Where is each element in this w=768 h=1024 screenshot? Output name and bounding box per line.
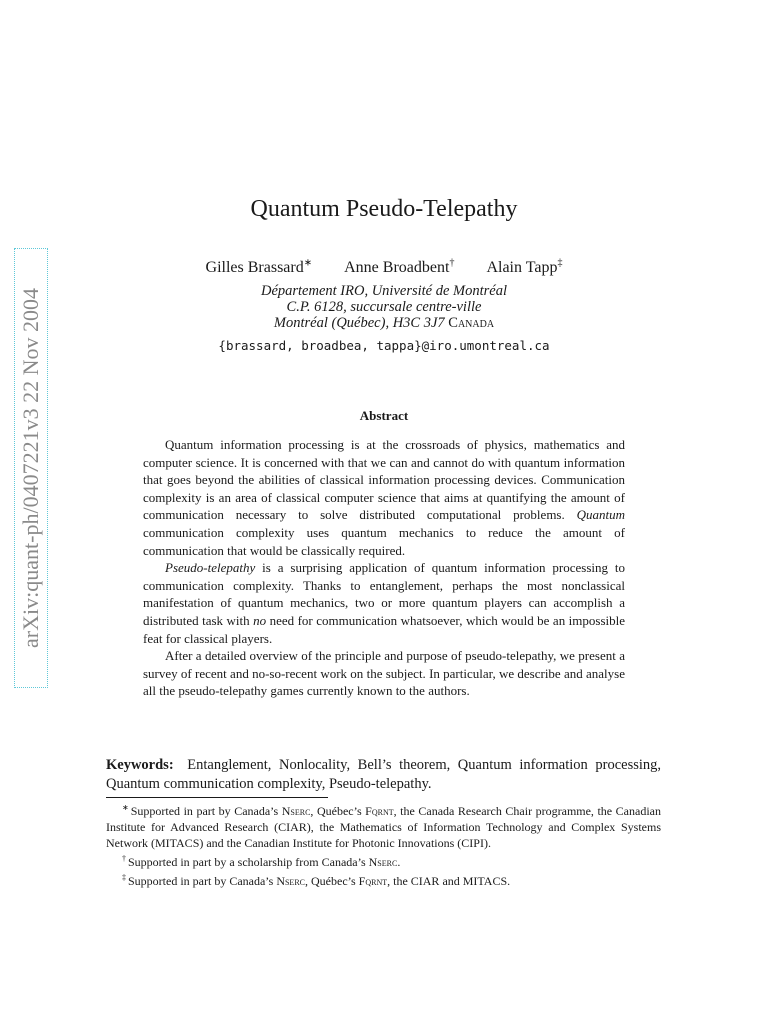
keywords-text: Entanglement, Nonlocality, Bell’s theorem, Quantum information processing, Quantum communication complexity, Pseudo-telepathy.	[106, 757, 662, 792]
affiliation-line-1: Département IRO, Université de Montréal	[260, 283, 508, 299]
affiliation-line-3: Montréal (Québec), H3C 3J7 Canada	[273, 315, 495, 331]
abstract-paragraph-3: After a detailed overview of the principle and purpose of pseudo-telepathy, we present a survey of recent and no-so-recent work on the subject. In particular, we describe and analyse all the pseudo-telepathy games currently known to the authors.	[143, 648, 625, 699]
author-brassard: Gilles Brassard∗	[205, 258, 313, 277]
keywords-label: Keywords:	[106, 757, 174, 773]
footnote-mark: ‡	[557, 258, 563, 269]
abstract-heading: Abstract	[359, 408, 409, 423]
keywords	[106, 756, 661, 794]
footnote-mark: †	[449, 258, 455, 269]
footnotes	[106, 800, 661, 889]
author-tapp: Alain Tapp‡	[486, 258, 563, 277]
author-list	[0, 258, 768, 277]
affiliation-line-2: C.P. 6128, succursale centre-ville	[286, 299, 482, 315]
abstract-paragraph-2: Pseudo-telepathy is a surprising application of quantum information processing to communication complexity. Thanks to entanglement, perhaps the most nonclassical manifestation of quantum mechanics, two or more quantum players can accomplish a distributed task with no need for communication whatsoever, which would be an impossible feat for classical players.	[143, 560, 626, 646]
footnote-1: ∗ Supported in part by Canada’s Nserc, Québec’s Fqrnt, the Canada Research Chair programme, the Canadian Institute for Advanced Research (CIAR), the Mathematics of Information Technology and Complex Systems Network (MITACS) and the Canadian Institute for Photonic Innovations (CIPI).	[106, 803, 661, 850]
footnote-2: † Supported in part by a scholarship from Canada’s Nserc.	[122, 854, 401, 869]
abstract-paragraph-1: Quantum information processing is at the crossroads of physics, mathematics and computer science. It is concerned with that we can and cannot do with quantum information that goes beyond the abilities of classical information processing devices. Communication complexity is an area of classical computer science that aims at quantifying the amount of communication necessary to solve distributed computational problems. Quantum communication complexity uses quantum mechanics to reduce the amount of communication that would be classically required.	[143, 437, 626, 558]
arxiv-identifier: arXiv:quant-ph/0407221v3 22 Nov 2004	[18, 288, 43, 648]
author-broadbent: Anne Broadbent†	[344, 258, 455, 277]
paper-title: Quantum Pseudo-Telepathy	[250, 196, 518, 222]
affiliation-country: Canada	[448, 315, 495, 331]
footnote-rule	[106, 797, 328, 798]
footnote-3: ‡ Supported in part by Canada’s Nserc, Québec’s Fqrnt, the CIAR and MITACS.	[122, 873, 511, 888]
author-emails: {brassard, broadbea, tappa}@iro.umontreal.ca	[218, 338, 550, 353]
abstract-body	[143, 436, 625, 700]
footnote-mark: ∗	[303, 258, 313, 269]
